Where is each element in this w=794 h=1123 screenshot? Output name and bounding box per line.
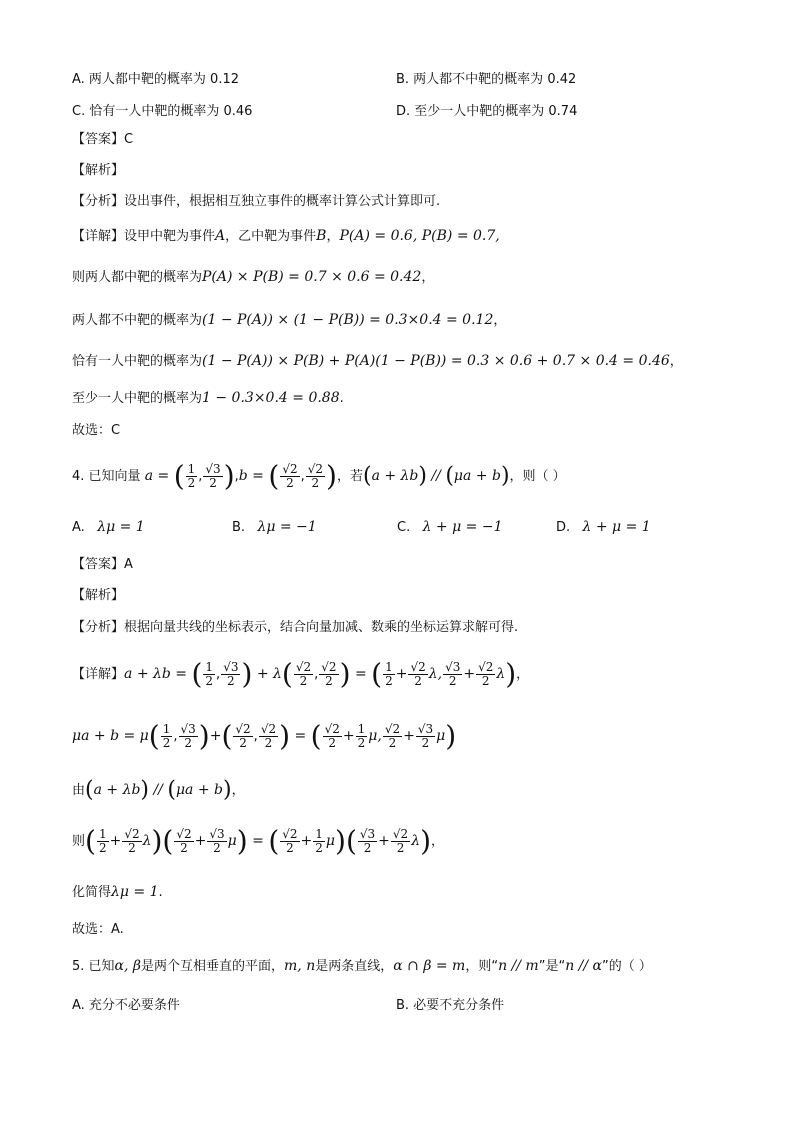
stem-text: ”的（ ）: [602, 959, 652, 974]
line-text: 设甲中靶为事件: [124, 229, 216, 244]
stem-math: n // α: [565, 958, 603, 974]
line-math: P(A) × P(B) = 0.7 × 0.6 = 0.42: [202, 269, 422, 285]
q4-xiangjie-line3: 由(a + λb) // (μa + b)，: [72, 777, 245, 803]
q4-option-c: C. λ + μ = −1: [397, 519, 503, 535]
line-text: 则两人都中靶的概率为: [72, 270, 203, 285]
q5-stem: [72, 957, 652, 976]
q4-stem: 4. 已知向量 a = ( $\frac{1}{2}$ , $\frac{√3}{2}$ ),b = ( $\frac{√2}{2}$ , $\frac{√2}{2}$ )，若(a + λb) // (μa + b)，则（ ）: [72, 459, 566, 493]
q4-option-b: B. λμ = −1: [232, 519, 317, 535]
q3-choice: 故选：C: [72, 423, 121, 438]
stem-text: 4. 已知向量: [72, 469, 141, 484]
stem-text: 是两个互相垂直的平面，: [141, 959, 285, 974]
fenxi-tag: 【分析】: [72, 194, 125, 209]
stem-math: n // m: [498, 958, 539, 974]
event-a: A: [215, 228, 226, 244]
line-text: 则: [72, 834, 86, 849]
line-math: λμ = 1: [111, 884, 159, 900]
q3-fenxi: [72, 193, 440, 211]
line-text: ，: [326, 229, 340, 244]
q5-option-b: B. 必要不充分条件: [396, 998, 505, 1013]
xiangjie-tag: 【详解】: [72, 229, 125, 244]
q4-fenxi: [72, 619, 518, 637]
line-text: 两人都不中靶的概率为: [72, 313, 203, 328]
q4-xiangjie-line2: μa + b = μ( $\frac{1}{2}$ , $\frac{√3}{2}$ )+( $\frac{√2}{2}$ , $\frac{√2}{2}$ ) = ( $\frac{√2}{2}$ + $\frac{1}{2}$ μ, $\frac{√2}{2}$ + $\frac{√3}{2}$ μ): [72, 719, 457, 753]
q3-option-b: B. 两人都不中靶的概率为 0.42: [396, 72, 577, 87]
q4-xiangjie-line4: 则( $\frac{1}{2}$ + $\frac{√2}{2}$ λ)( $\frac{√2}{2}$ + $\frac{√3}{2}$ μ) = ( $\frac{√2}{2}$ + $\frac{1}{2}$ μ)( $\frac{√3}{2}$ + $\frac{√2}{2}$ λ)，: [72, 824, 445, 858]
stem-text: ，若: [336, 469, 363, 484]
line-text: ，乙中靶为事件: [225, 229, 317, 244]
line-text: 由: [72, 783, 86, 798]
q3-answer: [72, 131, 133, 149]
stem-math: α, β: [114, 958, 141, 974]
q4-xiangjie-line1: 【详解】a + λb = ( $\frac{1}{2}$ , $\frac{√3}{2}$ ) + λ( $\frac{√2}{2}$ , $\frac{√2}{2}$ ) = ( $\frac{1}{2}$ + $\frac{√2}{2}$ λ, $\frac{√3}{2}$ + $\frac{√2}{2}$ λ)，: [72, 657, 530, 691]
q3-line3: 两人都不中靶的概率为(1 − P(A)) × (1 − P(B)) = 0.3×0.4 = 0.12，: [72, 312, 507, 328]
fenxi-text: 根据向量共线的坐标表示，结合向量加减、数乘的坐标运算求解可得.: [124, 620, 519, 635]
answer-tag: 【答案】: [72, 132, 125, 147]
line-text: 化简得: [72, 885, 112, 900]
answer-value: A: [124, 557, 133, 572]
xiangjie-tag: 【详解】: [72, 667, 125, 682]
q4-huajian: 化简得λμ = 1.: [72, 884, 163, 900]
q3-xiangjie-line1: [72, 227, 500, 246]
fenxi-text: 设出事件，根据相互独立事件的概率计算公式计算即可.: [124, 194, 441, 209]
q3-line4: 恰有一人中靶的概率为(1 − P(A)) × P(B) + P(A)(1 − P(B)) = 0.3 × 0.6 + 0.7 × 0.4 = 0.46，: [72, 353, 683, 369]
stem-text: ，则（ ）: [509, 469, 566, 484]
stem-text: ，则“: [465, 959, 499, 974]
line-math: P(A) = 0.6, P(B) = 0.7,: [339, 228, 500, 244]
answer-tag: 【答案】: [72, 557, 125, 572]
line-math: 1 − 0.3×0.4 = 0.88: [202, 390, 340, 406]
line-text: 至少一人中靶的概率为: [72, 391, 203, 406]
q3-option-d: D. 至少一人中靶的概率为 0.74: [396, 104, 578, 119]
q5-option-a: A. 充分不必要条件: [72, 998, 180, 1013]
answer-value: C: [124, 132, 134, 147]
q3-option-a: A. 两人都中靶的概率为 0.12: [72, 72, 240, 87]
q3-line5: 至少一人中靶的概率为1 − 0.3×0.4 = 0.88.: [72, 390, 344, 406]
stem-text: ”是“: [538, 959, 566, 974]
q4-answer: [72, 556, 133, 574]
stem-math: m, n: [284, 958, 316, 974]
stem-text: 是两条直线，: [315, 959, 394, 974]
stem-text: 5. 已知: [72, 959, 115, 974]
line-math: (1 − P(A)) × P(B) + P(A)(1 − P(B)) = 0.3 × 0.6 + 0.7 × 0.4 = 0.46: [202, 353, 670, 369]
line-text: 恰有一人中靶的概率为: [72, 354, 203, 369]
stem-math: α ∩ β = m: [393, 958, 466, 974]
vector-b: b: [238, 468, 248, 484]
q4-choice: 故选：A.: [72, 922, 124, 937]
q4-option-d: D. λ + μ = 1: [556, 519, 651, 535]
line-math: (1 − P(A)) × (1 − P(B)) = 0.3×0.4 = 0.12: [202, 312, 494, 328]
q4-analysis-tag: 【解析】: [72, 588, 125, 603]
q4-option-a: A. λμ = 1: [72, 519, 145, 535]
q3-option-c: C. 恰有一人中靶的概率为 0.46: [72, 104, 253, 119]
fenxi-tag: 【分析】: [72, 620, 125, 635]
event-b: B: [316, 228, 327, 244]
q3-line2: 则两人都中靶的概率为P(A) × P(B) = 0.7 × 0.6 = 0.42，: [72, 269, 435, 285]
q3-analysis-tag: 【解析】: [72, 163, 125, 178]
vector-a: a: [144, 468, 154, 484]
